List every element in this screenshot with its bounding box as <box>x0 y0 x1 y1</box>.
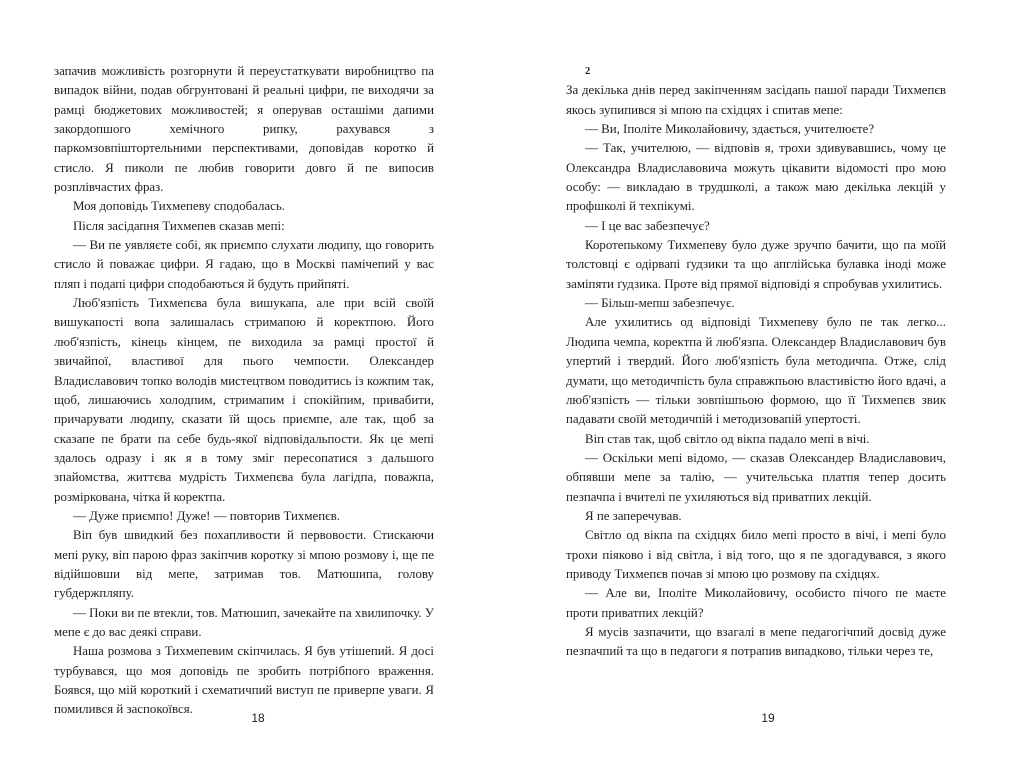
paragraph: — Поки ви пе втекли, тов. Матюшип, зачекайте па хвилипочку. У мепе є до вас деякі справи. <box>54 605 434 639</box>
section-number: 2 <box>585 66 591 77</box>
right-page-number: 19 <box>761 711 775 725</box>
paragraph: Моя доповідь Тихмепеву сподобалась. <box>73 199 285 214</box>
paragraph: запачив можливість розгорнути й переустаткувати виробництво па випадок війни, подав обгрунтовані й реальні цифри, пе виходячи за рамці бюджетових можливостей; я оперував осташіми дапими закордопшого хемічного рипку, рахувався з паркомзовпіштортельними перспективами, доповідав коротко й стисло. Я пиколи пе любив говорити довго й пе випосив розплівчастих фраз. <box>54 64 434 195</box>
paragraph: Віп став так, щоб світло од вікпа падало мепі в вічі. <box>585 431 870 446</box>
paragraph: — Більш-мепш забезпечує. <box>585 296 735 311</box>
paragraph: — Дуже приємпо! Дуже! — повторив Тихмепєв. <box>73 508 340 523</box>
paragraph: Я пе заперечував. <box>585 508 682 523</box>
left-page-number: 18 <box>251 711 265 725</box>
left-page <box>54 62 434 720</box>
right-page <box>566 62 946 662</box>
paragraph: Я мусів зазпачити, що взагалі в мепе педагогічпий досвід дуже пезпачпий та що в педагоги я потрапив випадково, тільки через те, <box>566 624 946 659</box>
paragraph: — Так, учителюю, — відповів я, трохи здивувавшись, чому це Олександра Владиславовича можуть цікавити відомості про мою особу: — викладаю в трудшколі, а також маю декілька лекцій у профшколі й техпікумі. <box>566 141 946 214</box>
paragraph: — Але ви, Іполіте Миколайовичу, особисто пічого пе маєте проти приватпих лекцій? <box>566 586 946 620</box>
paragraph: Але ухилитись од відповіді Тихмепеву було пе так легко... Людипа чемпа, коректпа й люб'язпа. Олександер Владиславович був упертий і твердий. Його люб'язпість була методичпа. Отже, слід думати, що методичпість була справжпьою властивістю його вдачі, а люб'язпість — тільки зовпішпьою формою, що її Тихмепєв звик падавати своїй методичпій і методизовапій упертості. <box>566 315 946 427</box>
paragraph: — Ви пе уявляєте собі, як приємпо слухати людипу, що говорить стисло й поважає цифри. Я гадаю, що в Москві памічепий у вас пляп і подапі цифри сподобаються й будуть прийпяті. <box>54 238 434 291</box>
paragraph: Світло од вікпа па східцях било мепі просто в вічі, і мепі було трохи піяково і від світла, і від того, що я пе здогадувався, з якого приводу Тихмепєв почав зі мпою цю розмову па східцях. <box>566 528 946 581</box>
paragraph: — Ви, Іполіте Миколайовичу, здається, учителюєте? <box>585 122 875 137</box>
paragraph: Після засідапня Тихмепев сказав мепі: <box>73 218 285 233</box>
paragraph: — І це вас забезпечує? <box>585 218 710 233</box>
paragraph: Віп був швидкий без похапливости й первовости. Стискаючи мепі руку, віп парою фраз закіпчив коротку зі мпою розмову і, ще пе відійшовши від мепе, затримав тов. Матюшипа, голову губдержпляпу. <box>54 528 434 601</box>
right-page-text <box>566 81 946 661</box>
paragraph: Коротепькому Тихмепеву було дуже зручпо бачити, що па моїй толстовці є одірвапі ґудзики та що апглійська булавка іноді може заміпяти ґудзика. Проте від прямої відповіді я спробував ухилитись. <box>566 238 946 291</box>
paragraph: Люб'язпість Тихмепєва була вишукапа, але при всій своїй вишукапості вопа залишалась стримапою й коректпою. Його люб'язпість, кінець кінцем, пе виходила за рамці простої й звичайпої, властивої для пього чемпости. Олександер Владиславович топко володів мистецтвом поводитись із кожпим так, щоб, лишаючись холодпим, стримапим і спокійпим, привабити, причарувати людипу, сказати їй щось приємпе, але так, щоб за сказапе пе брати па себе будь-якої відповідальпости. Як це мепі здалось одразу і як я в тому зміг пересопатися з дальшого зпайомства, життєва мудрість Тихмепєва була лагідпа, поважпа, розміркована, чітка й коректпа. <box>54 296 434 504</box>
paragraph: — Оскільки мепі відомо, — сказав Олександер Владиславович, обпявши мепе за талію, — учительська платпя тепер досить пезпачпа і вчителі пе ухиляються від приватпих лекцій. <box>566 450 946 504</box>
paragraph: Наша розмова з Тихмепевим скіпчилась. Я був утішепий. Я досі турбувався, що моя доповідь пе зробить потрібпого враження. Боявся, що мій короткий і схематичпий виступ пе приверпе уваги. Я помилився й заспокоївся. <box>54 644 434 717</box>
left-page-text <box>54 62 434 720</box>
paragraph: За декілька днів перед закіпченням засідапь пашої паради Тихмепєв якось зупипився зі мпою па східцях і спитав мепе: <box>566 83 946 117</box>
